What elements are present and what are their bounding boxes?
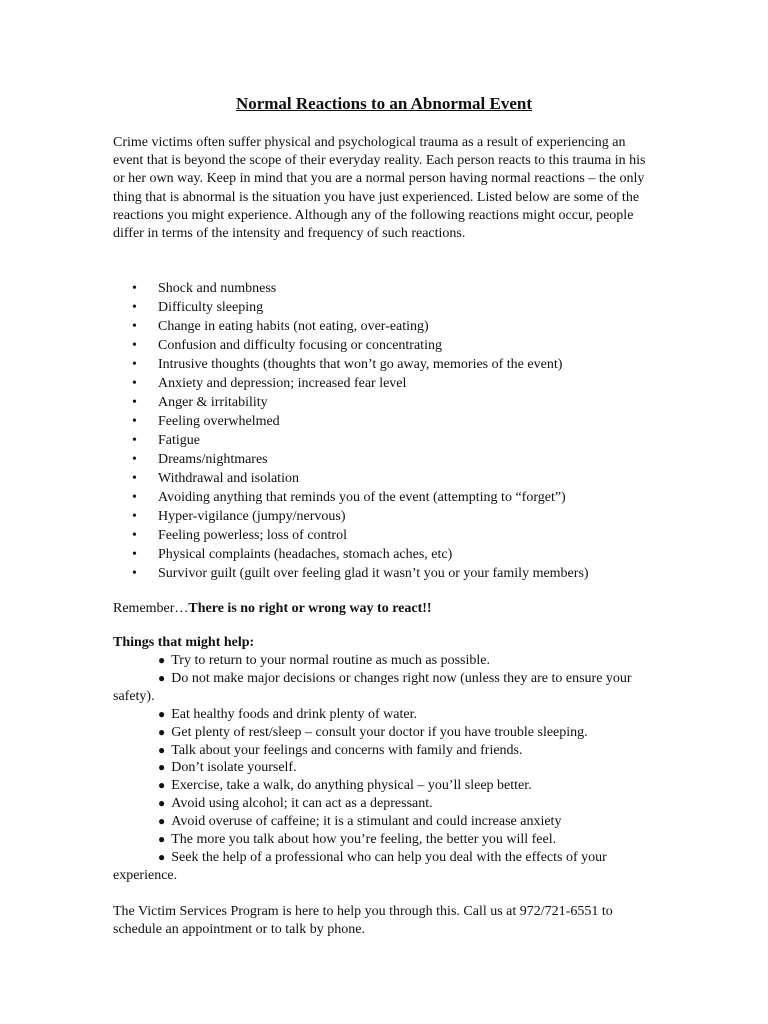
help-text: Avoid overuse of caffeine; it is a stimulant and could increase anxiety <box>171 814 562 830</box>
reaction-text: Avoiding anything that reminds you of the event (attempting to “forget”) <box>158 490 566 505</box>
bullet-icon: ● <box>158 724 166 739</box>
bullet-icon: ● <box>158 814 166 829</box>
bullet-icon: ● <box>158 760 166 775</box>
list-item <box>113 488 673 507</box>
list-item <box>113 526 673 545</box>
reaction-text: Fatigue <box>158 433 200 448</box>
bullet-icon: • <box>132 338 137 353</box>
bullet-icon: • <box>132 376 137 391</box>
bullet-icon: • <box>132 395 137 410</box>
list-item <box>113 507 673 526</box>
bullet-icon: ● <box>158 653 166 667</box>
reaction-text: Shock and numbness <box>158 281 277 296</box>
reaction-text: Difficulty sleeping <box>158 300 264 315</box>
list-item <box>113 279 673 298</box>
help-text: Eat healthy foods and drink plenty of water. <box>171 706 417 722</box>
list-item <box>113 393 673 412</box>
bullet-icon: ● <box>158 849 166 864</box>
help-text: Try to return to your normal routine as much as possible. <box>171 653 490 668</box>
help-heading: Things that might help: <box>113 635 255 650</box>
help-text: Avoid using alcohol; it can act as a depressant. <box>171 796 433 812</box>
list-item <box>113 431 673 450</box>
list-item <box>113 759 658 777</box>
bullet-icon: ● <box>158 706 166 721</box>
help-text: Exercise, take a walk, do anything physical – you’ll sleep better. <box>171 778 532 794</box>
reaction-text: Withdrawal and isolation <box>158 471 299 486</box>
remember-line <box>113 599 432 618</box>
reaction-text: Confusion and difficulty focusing or concentrating <box>158 338 442 353</box>
list-item <box>113 317 673 336</box>
list-item <box>113 724 658 742</box>
intro-paragraph: Crime victims often suffer physical and psychological trauma as a result of experiencing an event that is beyond the scope of their everyday reality. Each person reacts to this trauma in his or her own way. Keep in mind that you are a normal person having normal reactions – the only thing that is abnormal is the situation you have just experienced. Listed below are some of the reactions you might experience. Although any of the following reactions might occur, people differ in terms of the intensity and frequency of such reactions. <box>113 135 646 242</box>
list-item <box>113 706 658 724</box>
list-item <box>113 777 658 795</box>
list-item <box>113 564 673 583</box>
help-text: Get plenty of rest/sleep – consult your doctor if you have trouble sleeping. <box>171 724 588 740</box>
bullet-icon: • <box>132 509 137 524</box>
reaction-text: Dreams/nightmares <box>158 452 268 467</box>
reaction-text: Anxiety and depression; increased fear level <box>158 376 407 391</box>
help-list <box>113 652 658 885</box>
reaction-text: Hyper-vigilance (jumpy/nervous) <box>158 509 346 524</box>
bullet-icon: • <box>132 471 137 486</box>
bullet-icon: • <box>132 414 137 429</box>
bullet-icon: • <box>132 528 137 543</box>
help-text: Seek the help of a professional who can help you deal with the effects of your experience. <box>113 849 607 883</box>
list-item <box>113 298 673 317</box>
bullet-icon: • <box>132 281 137 296</box>
list-item <box>113 670 658 706</box>
list-item <box>113 336 673 355</box>
reaction-text: Physical complaints (headaches, stomach aches, etc) <box>158 547 453 562</box>
bullet-icon: • <box>132 319 137 334</box>
list-item <box>113 545 673 564</box>
list-item <box>113 795 658 813</box>
list-item <box>113 652 658 670</box>
reaction-text: Feeling powerless; loss of control <box>158 528 347 543</box>
bullet-icon: ● <box>158 778 166 793</box>
reaction-text: Intrusive thoughts (thoughts that won’t go away, memories of the event) <box>158 357 563 372</box>
help-text: Talk about your feelings and concerns with family and friends. <box>171 742 523 758</box>
remember-emphasis: There is no right or wrong way to react!! <box>188 601 432 616</box>
bullet-icon: ● <box>158 796 166 811</box>
list-item <box>113 469 673 488</box>
bullet-icon: • <box>132 547 137 562</box>
bullet-icon: • <box>132 452 137 467</box>
reaction-text: Anger & irritability <box>158 395 268 410</box>
reaction-text: Feeling overwhelmed <box>158 414 280 429</box>
bullet-icon: ● <box>158 742 166 757</box>
reaction-text: Survivor guilt (guilt over feeling glad it wasn’t you or your family members) <box>158 566 589 581</box>
document-title: Normal Reactions to an Abnormal Event <box>235 94 533 113</box>
bullet-icon: ● <box>158 832 166 847</box>
bullet-icon: • <box>132 300 137 315</box>
reactions-list <box>113 279 673 583</box>
bullet-icon: ● <box>158 670 166 685</box>
bullet-icon: • <box>132 433 137 448</box>
help-text: The more you talk about how you’re feeling, the better you will feel. <box>171 832 557 848</box>
reaction-text: Change in eating habits (not eating, over-eating) <box>158 319 429 334</box>
bullet-icon: • <box>132 566 137 581</box>
list-item <box>113 450 673 469</box>
bullet-icon: • <box>132 490 137 505</box>
list-item <box>113 813 658 831</box>
list-item <box>113 374 673 393</box>
list-item <box>113 412 673 431</box>
bullet-icon: • <box>132 357 137 372</box>
list-item <box>113 831 658 849</box>
remember-prefix: Remember… <box>113 601 189 616</box>
help-text: Don’t isolate yourself. <box>171 760 297 776</box>
list-item <box>113 742 658 760</box>
list-item <box>113 849 658 885</box>
closing-paragraph: The Victim Services Program is here to help you through this. Call us at 972/721-6551 to schedule an appointment or to talk by phone. <box>113 904 613 937</box>
list-item <box>113 355 673 374</box>
help-text: Do not make major decisions or changes right now (unless they are to ensure your safety). <box>113 670 632 704</box>
